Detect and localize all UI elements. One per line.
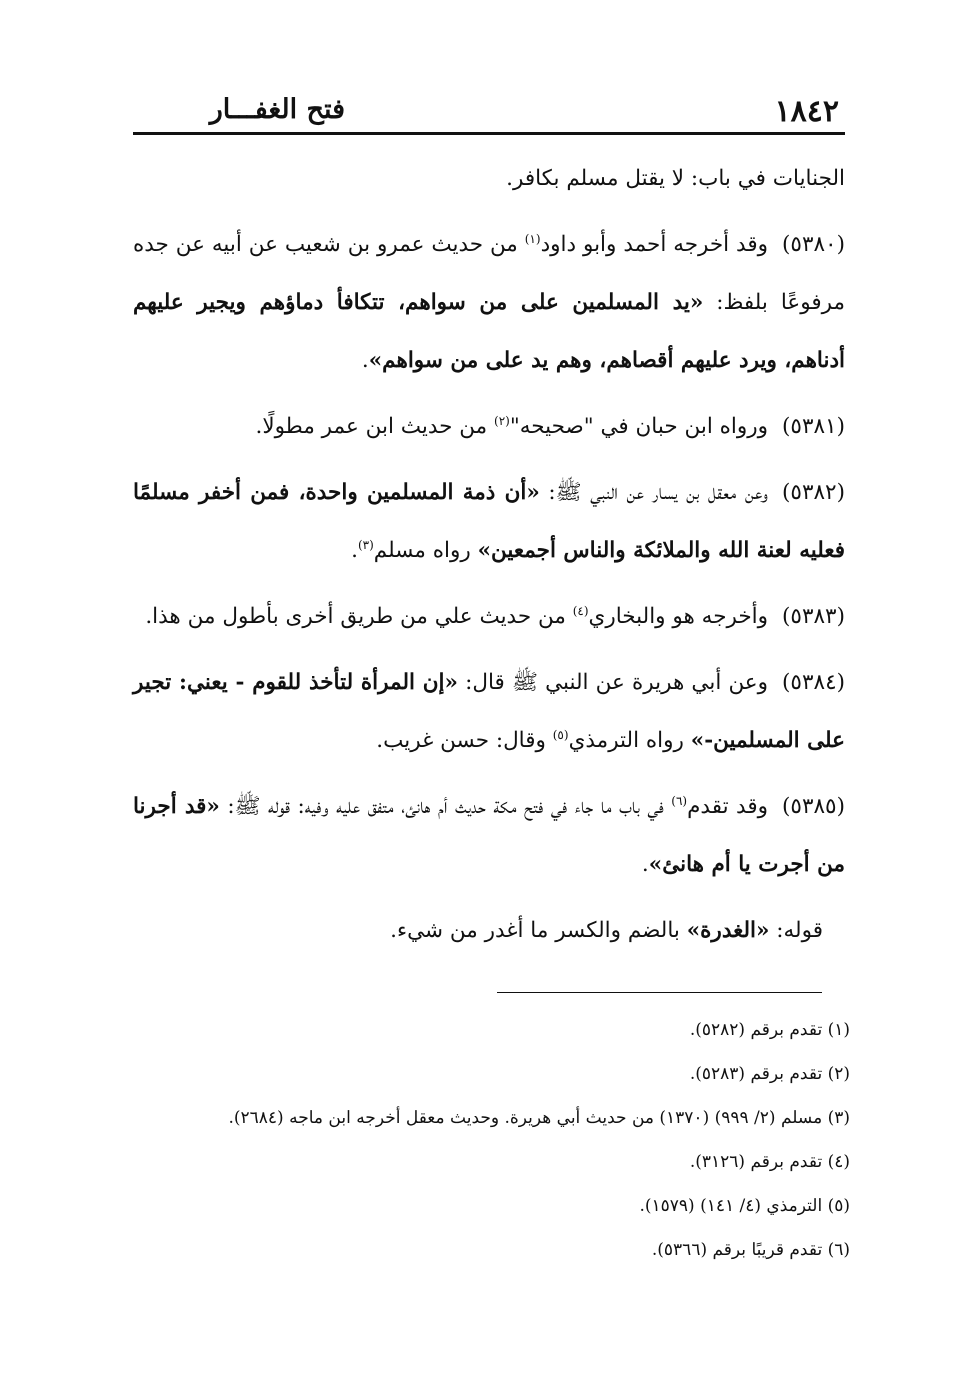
text-run: . xyxy=(641,852,649,877)
text-run: . xyxy=(361,348,369,373)
text-run: من حديث عمرو بن شعيب عن أبيه عن جده مرفوعًا بلفظ: xyxy=(133,232,845,315)
hadith-number: (٥٣٨٣) xyxy=(782,604,845,629)
footnote-4: (٤) تقدم برقم (٣١٢٦). xyxy=(689,1152,850,1172)
footnote-ref: (٣) xyxy=(357,537,374,552)
footnote-5: (٥) الترمذي (٤/ ١٤١) (١٥٧٩). xyxy=(639,1196,850,1216)
text-run: وأخرجه هو والبخاري xyxy=(588,604,769,629)
hadith-number: (٥٣٨٢) xyxy=(782,480,845,505)
paragraph-h5382 xyxy=(133,464,845,580)
text-run: رواه الترمذي xyxy=(568,728,691,753)
page-header xyxy=(133,92,845,132)
paragraph-gloss xyxy=(133,902,845,960)
hadith-quote: «قد أجرنا من أجرت يا أم هانئ» xyxy=(133,794,845,877)
text-run: وقد أخرجه أحمد وأبو داود xyxy=(540,232,768,257)
footnote-ref: (١) xyxy=(524,231,541,246)
paragraph-h5385 xyxy=(133,778,845,894)
footnote-ref: (٢) xyxy=(494,413,510,428)
text-run: في باب ما جاء في فتح مكة حديث أم هانئ، متفق عليه وفيه: قوله ﷺ: xyxy=(219,794,672,819)
running-title: فتح الغفـــار xyxy=(209,94,345,125)
text-run: الجنايات في باب: لا يقتل مسلم بكافر. xyxy=(506,166,845,191)
paragraph-h5384 xyxy=(133,654,845,770)
footnote-3: (٣) مسلم (٢/ ٩٩٩) (١٣٧٠) من حديث أبي هريرة. وحديث معقل أخرجه ابن ماجه (٢٦٨٤). xyxy=(228,1108,850,1128)
hadith-quote: «يد المسلمين على من سواهم، تتكافأ دماؤهم ويجير عليهم أدناهم، ويرد عليهم أقصاهم، وهم يد على من سواهم» xyxy=(133,290,845,373)
hadith-quote: «الغدرة» xyxy=(686,918,770,943)
text-run: وعن أبي هريرة عن النبي ﷺ قال: xyxy=(457,670,769,695)
hadith-number: (٥٣٨٥) xyxy=(782,794,845,819)
footnote-6: (٦) تقدم قريبًا برقم (٥٣٦٦). xyxy=(651,1240,850,1260)
text-run: من حديث ابن عمر مطولًا. xyxy=(255,414,495,439)
paragraph-continuation xyxy=(133,150,845,208)
footnote-ref: (٥) xyxy=(552,727,569,742)
footnote-2: (٢) تقدم برقم (٥٢٨٣). xyxy=(689,1064,850,1084)
hadith-number: (٥٣٨٠) xyxy=(782,232,845,257)
text-run: ورواه ابن حبان في "صحيحه" xyxy=(509,414,769,439)
footnote-separator xyxy=(497,992,822,993)
paragraph-h5383 xyxy=(133,588,845,646)
text-run: رواه مسلم xyxy=(373,538,478,563)
hadith-number: (٥٣٨٤) xyxy=(782,670,846,695)
hadith-quote: «أن ذمة المسلمين واحدة، فمن أخفر مسلمًا فعليه لعنة الله والملائكة والناس أجمعين» xyxy=(133,480,845,563)
footnote-1: (١) تقدم برقم (٥٢٨٢). xyxy=(689,1020,850,1040)
main-text xyxy=(133,150,845,968)
text-run: وقال: حسن غريب. xyxy=(376,728,553,753)
text-run: . xyxy=(351,538,358,563)
footnote-ref: (٦) xyxy=(671,793,688,808)
hadith-quote: «إن المرأة لتأخذ للقوم - يعني: تجير على المسلمين-» xyxy=(133,670,845,753)
header-rule xyxy=(133,132,845,135)
paragraph-h5380 xyxy=(133,216,845,390)
footnote-ref: (٤) xyxy=(572,603,589,618)
text-run: قوله: xyxy=(769,918,823,943)
text-run: وقد تقدم xyxy=(687,794,768,819)
footnotes xyxy=(133,1008,850,1272)
text-run: من حديث علي من طريق أخرى بأطول من هذا. xyxy=(145,604,573,629)
paragraph-h5381 xyxy=(133,398,845,456)
text-run: وعن معقل بن يسار عن النبي ﷺ: xyxy=(539,480,768,505)
hadith-number: (٥٣٨١) xyxy=(782,414,845,439)
page-number: ١٨٤٢ xyxy=(774,94,839,129)
text-run: بالضم والكسر ما أغدر من شيء. xyxy=(390,918,687,943)
